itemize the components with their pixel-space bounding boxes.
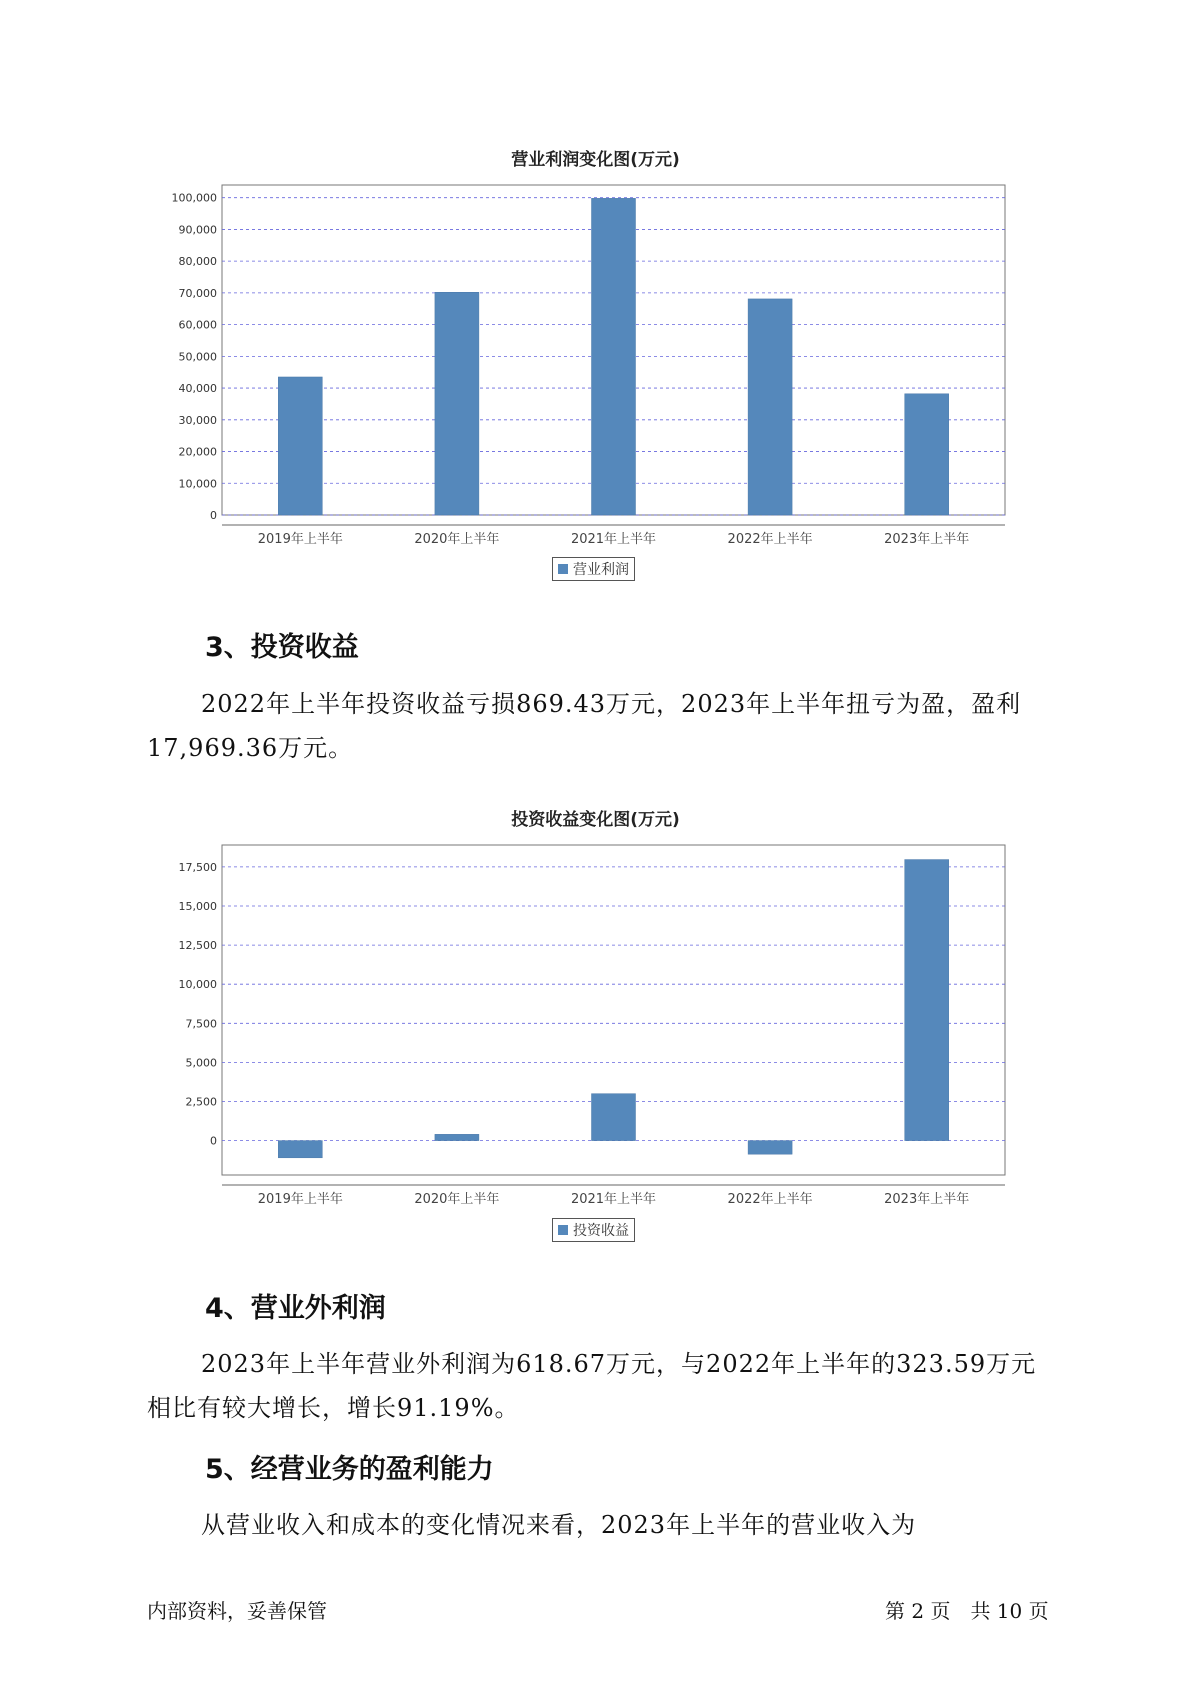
chart2-bar: [905, 860, 949, 1141]
legend-swatch-icon: [558, 1225, 568, 1235]
chart2-y-tick-label: 2,500: [185, 1095, 217, 1109]
section-4-heading: 4、营业外利润: [205, 1293, 386, 1324]
chart2-title: 投资收益变化图(万元): [511, 810, 680, 830]
chart2-x-tick-label: 2021年上半年: [570, 1192, 657, 1207]
footer-page-number: 第 2 页 共 10 页: [885, 1599, 1049, 1623]
chart1-title: 营业利润变化图(万元): [511, 150, 680, 170]
chart2-x-tick-label: 2022年上半年: [727, 1192, 813, 1207]
chart1-y-tick-label: 80,000: [178, 255, 217, 269]
chart1-x-tick-label: 2019年上半年: [257, 532, 343, 547]
chart1-x-tick-label: 2023年上半年: [884, 532, 970, 547]
legend-swatch-icon: [558, 564, 568, 574]
chart2-x-tick-label: 2020年上半年: [414, 1192, 500, 1207]
chart2-x-tick-label: 2023年上半年: [884, 1192, 970, 1207]
chart1-legend: [552, 557, 635, 581]
chart1-bar: [592, 198, 636, 515]
chart1-y-tick-label: 20,000: [178, 445, 217, 459]
chart2-y-tick-label: 12,500: [178, 939, 217, 953]
chart1-bar: [435, 292, 479, 515]
chart1-y-tick-label: 10,000: [178, 477, 217, 491]
chart1-y-tick-label: 70,000: [178, 286, 217, 300]
chart2-y-tick-label: 17,500: [178, 860, 217, 874]
chart2-y-tick-label: 0: [210, 1134, 217, 1148]
chart2-y-tick-label: 15,000: [178, 899, 217, 913]
operating-profit-chart: [0, 170, 1191, 550]
chart1-y-tick-label: 0: [210, 509, 217, 522]
section-4-paragraph: 2023年上半年营业外利润为618.67万元，与2022年上半年的323.59万元相比有较大增长，增长91.19%。: [147, 1350, 1037, 1422]
chart2-bar: [278, 1141, 322, 1158]
chart2-y-tick-label: 5,000: [185, 1056, 217, 1070]
chart1-y-tick-label: 30,000: [178, 413, 217, 427]
section-3-paragraph: 2022年上半年投资收益亏损869.43万元，2023年上半年扭亏为盈，盈利17,969.36万元。: [147, 690, 1022, 762]
chart1-y-tick-label: 60,000: [178, 318, 217, 332]
section-5-paragraph: 从营业收入和成本的变化情况来看，2023年上半年的营业收入为: [201, 1511, 917, 1539]
section-3-heading: 3、投资收益: [205, 632, 359, 663]
chart1-y-tick-label: 90,000: [178, 223, 217, 237]
chart2-bar: [748, 1141, 792, 1155]
chart2-x-tick-label: 2019年上半年: [257, 1192, 343, 1207]
chart1-bar: [905, 394, 949, 515]
chart1-bar: [748, 299, 792, 515]
chart1-x-tick-label: 2020年上半年: [414, 532, 500, 547]
chart2-legend-label: 投资收益: [573, 1223, 629, 1239]
chart2-bar: [435, 1134, 479, 1140]
chart1-y-tick-label: 100,000: [171, 191, 217, 205]
chart1-y-tick-label: 40,000: [178, 382, 217, 396]
chart2-legend: [552, 1218, 635, 1242]
investment-income-chart: [0, 830, 1191, 1210]
chart1-bar: [278, 377, 322, 515]
chart2-y-tick-label: 10,000: [178, 978, 217, 992]
chart1-x-tick-label: 2021年上半年: [570, 532, 657, 547]
chart1-x-tick-label: 2022年上半年: [727, 532, 813, 547]
chart1-y-tick-label: 50,000: [178, 350, 217, 364]
chart2-bar: [592, 1094, 636, 1141]
chart2-y-tick-label: 7,500: [185, 1017, 217, 1031]
footer-confidential: 内部资料，妥善保管: [147, 1599, 327, 1623]
chart1-legend-label: 营业利润: [573, 562, 629, 578]
section-5-heading: 5、经营业务的盈利能力: [205, 1454, 494, 1485]
